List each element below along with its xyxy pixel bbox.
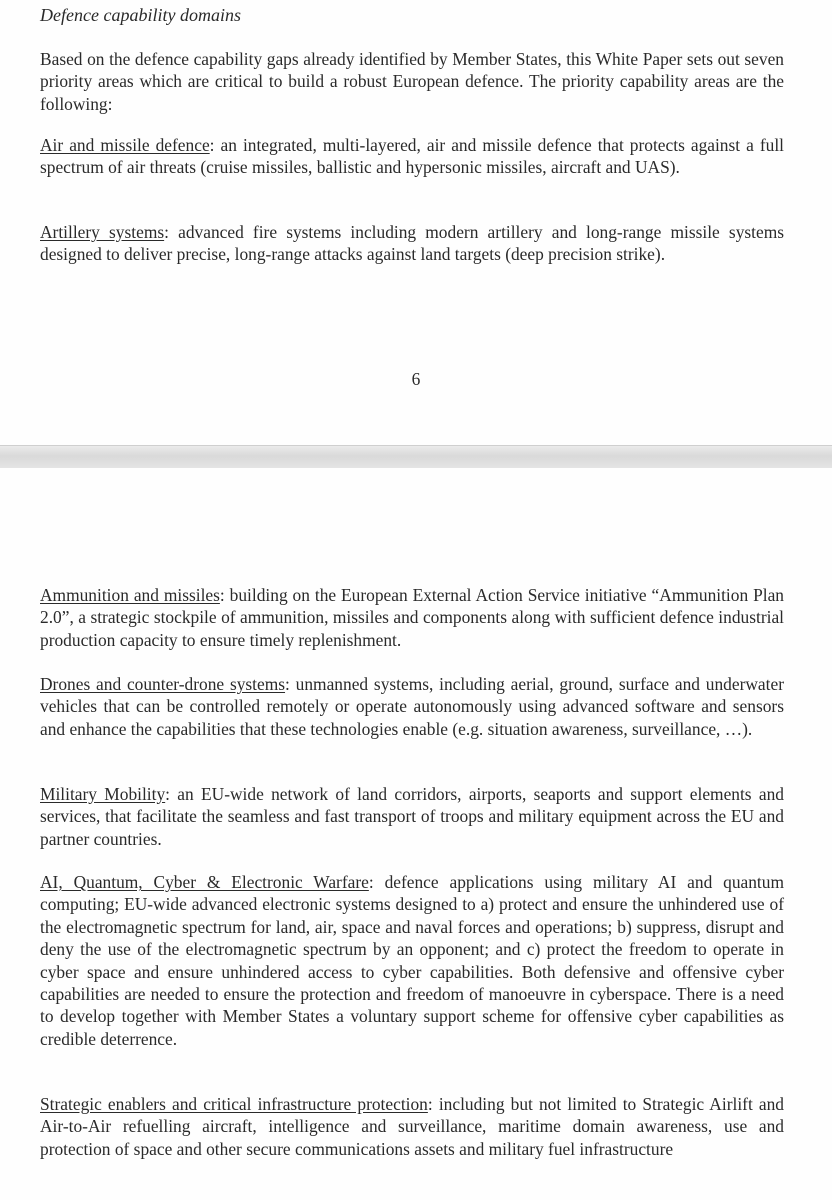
priority-item-drones — [40, 673, 784, 740]
priority-description: : an EU-wide network of land corridors, airports, seaports and support elements and services, that facilitate the seamless and fast transport of troops and military equipment across the EU and partner countries. — [40, 784, 784, 849]
priority-description: : unmanned systems, including aerial, ground, surface and underwater vehicles that can be controlled remotely or operate autonomously using advanced software and sensors and enhance the capabilities that these technologies enable (e.g. situation awareness, surveillance, …). — [40, 674, 784, 739]
priority-item-strategic-enablers — [40, 1093, 784, 1160]
intro-paragraph: Based on the defence capability gaps already identified by Member States, this White Paper sets out seven priority areas which are critical to build a robust European defence. The priority capability areas are the following: — [40, 49, 784, 114]
priority-term: Air and missile defence — [40, 135, 210, 155]
page-separator — [0, 445, 832, 469]
priority-description: : advanced fire systems including modern artillery and long-range missile systems designed to deliver precise, long-range attacks against land targets (deep precision strike). — [40, 222, 784, 265]
document-page-6 — [0, 0, 832, 445]
priority-item-ammunition-missiles — [40, 584, 784, 651]
document-page-7 — [0, 468, 832, 1200]
priority-term: Military Mobility — [40, 784, 166, 804]
priority-item-artillery-systems — [40, 221, 784, 266]
page-number: 6 — [411, 369, 421, 389]
priority-term: Strategic enablers and critical infrastructure protection — [40, 1094, 428, 1114]
priority-term: AI, Quantum, Cyber & Electronic Warfare — [40, 872, 369, 892]
priority-item-ai-quantum-cyber — [40, 871, 784, 1050]
priority-term: Ammunition and missiles — [40, 585, 220, 605]
priority-item-air-missile-defence — [40, 134, 784, 179]
priority-description: : including but not limited to Strategic Airlift and Air-to-Air refuelling aircraft, intelligence and surveillance, maritime domain awareness, use and protection of space and other secure communications assets and military fuel infrastructure — [40, 1094, 784, 1159]
section-heading: Defence capability domains — [40, 5, 241, 25]
priority-item-military-mobility — [40, 783, 784, 850]
priority-term: Artillery systems — [40, 222, 165, 242]
priority-term: Drones and counter-drone systems — [40, 674, 286, 694]
priority-description: : defence applications using military AI and quantum computing; EU-wide advanced electronic systems designed to a) protect and ensure the unhindered use of the electromagnetic spectrum for land, air, space and naval forces and operations; b) suppress, disrupt and deny the use of the electromagnetic spectrum by an opponent; and c) protect the freedom to operate in cyber space and ensure unhindered access to cyber capabilities. Both defensive and offensive cyber capabilities are needed to ensure the protection and freedom of manoeuvre in cyberspace. There is a need to develop together with Member States a voluntary support scheme for offensive cyber capabilities as credible deterrence. — [40, 872, 784, 1049]
priority-description: : an integrated, multi-layered, air and missile defence that protects against a full spectrum of air threats (cruise missiles, ballistic and hypersonic missiles, aircraft and UAS). — [40, 135, 784, 178]
priority-description: : building on the European External Action Service initiative “Ammunition Plan 2.0”, a strategic stockpile of ammunition, missiles and components along with sufficient defence industrial production capacity to ensure timely replenishment. — [40, 585, 784, 650]
